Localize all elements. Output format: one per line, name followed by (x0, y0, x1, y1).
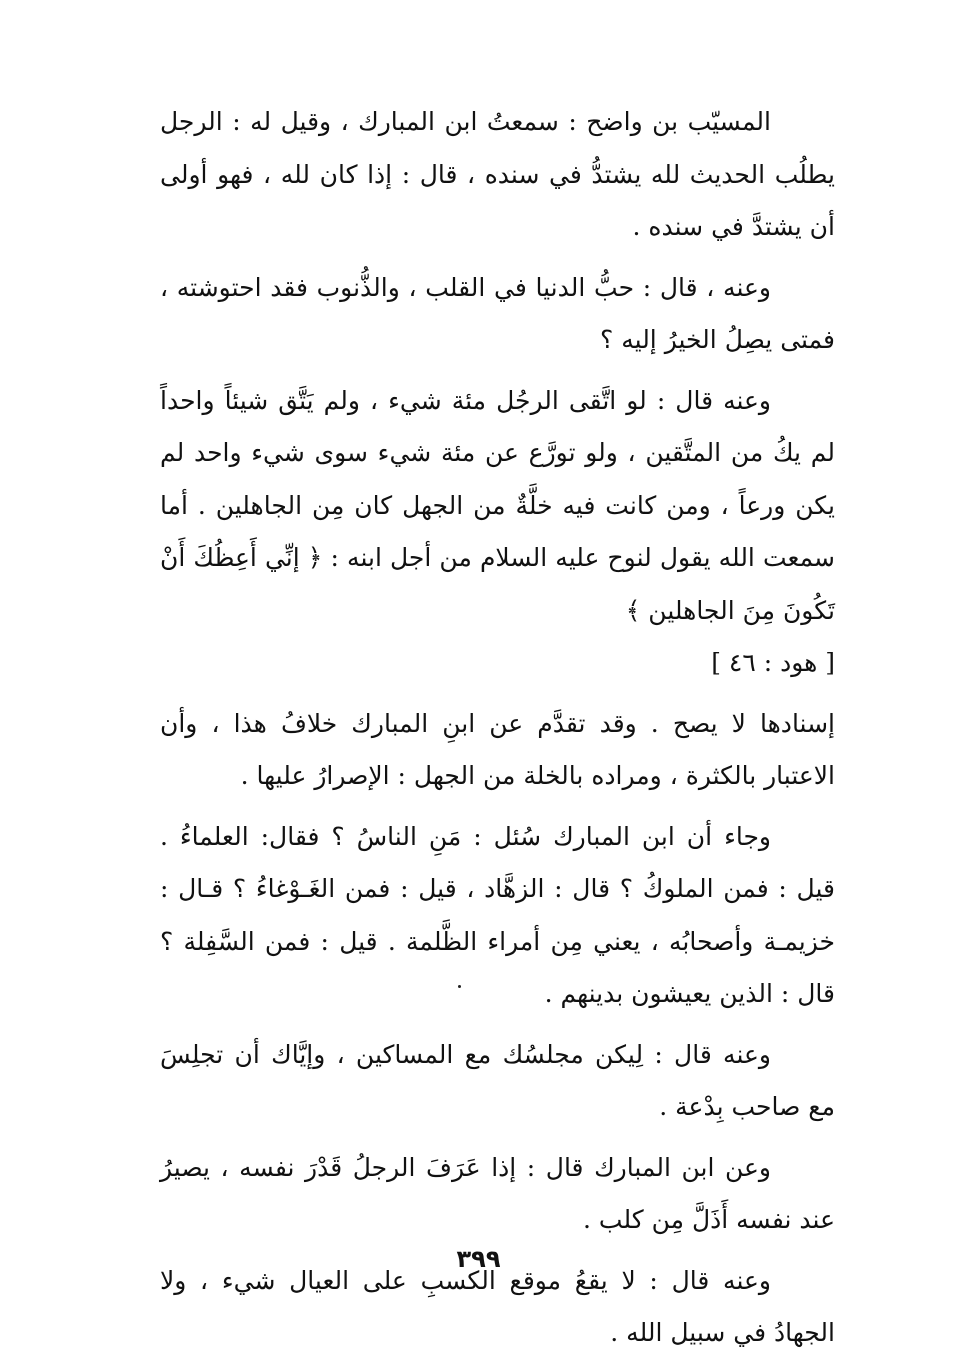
text-line: صاحب بِدْعة . (659, 1092, 801, 1121)
text-line: فمتى يصِلُ الخيرُ إليه ؟ (600, 325, 835, 354)
text-line: سبيل الله . (610, 1318, 726, 1347)
text-line: يطلُب الحديث لله يشتدُّ في سنده ، قال : إذا كان لله ، فهو أولى أن يشتدَّ (160, 159, 835, 241)
text-line: فمن الملوكُ ؟ قال : الزهَّاد ، قيل : فمن الغَـوْغاءُ ؟ قـال : خزيمـة (160, 874, 835, 956)
quran-citation: [ هود : ٤٦ ] (711, 648, 835, 677)
text-line: وعنه قال : لا يقعُ موقع الكسبِ على العيال شيء ، ولا الجهادُ في (160, 1265, 835, 1347)
text-line: وعنه ، قال : حبُّ الدنيا في القلب ، والذُّنوب فقد احتوشته ، (160, 272, 771, 302)
text-line: ومن كانت فيه خلَّةٌ من الجهل كان مِن الجاهلين . أما سمعت الله يقول (160, 490, 835, 572)
text-line: يعيشون بدينهم . (544, 979, 712, 1008)
text-line: نفسه أَذَلَّ مِن كلب . (583, 1205, 792, 1234)
text-line: من المتَّقين ، ولو تورَّع عن مئة شيء سوى شيء واحد لم يكن ورعاً ، (160, 438, 835, 520)
ink-speck (458, 985, 461, 988)
text-line: وعن ابن المبارك قال : إذا عَرَفَ الرجلُ قَدْرَ نفسه ، يصيرُ عند (160, 1152, 835, 1234)
text-line: وعنه قال : لِيكن مجلسُك مع المساكين ، وإيَّاك أن تجلِسَ مع (160, 1039, 835, 1121)
text-line: المسيّب بن واضح : سمعتُ ابن المبارك ، وقيل له : الرجل (160, 107, 771, 136)
text-line: في سنده . (632, 212, 744, 241)
text-line: إسنادها لا يصح . وقد تقدَّم عن ابنِ المبارك خلافُ هذا ، وأن (160, 708, 835, 738)
text-line: وجاء أن ابن المبارك سُئل : مَنِ الناسُ ؟ فقال: العلماءُ . قيل : (160, 821, 835, 903)
paragraph (160, 1029, 835, 1134)
paragraph (160, 811, 835, 1021)
text-line: وأصحابُه ، يعني مِن أمراء الظَّلمة . قيل : فمن السَّفِلة ؟ قال : الذين (160, 926, 835, 1008)
page-number: ٣٩٩ (456, 1245, 501, 1273)
paragraph (160, 96, 835, 254)
paragraph (160, 1142, 835, 1247)
text-line: لنوح عليه السلام من أجل ابنه : ﴿ إنِّي أَعِظُكَ أَنْ تَكُونَ مِنَ الجاهلين ﴾ (160, 543, 835, 625)
text-line: الاعتبار بالكثرة ، ومراده بالخلة من الجهل : الإصرارُ عليها . (240, 761, 835, 790)
paragraph (160, 698, 835, 803)
paragraph (160, 262, 835, 367)
paragraph (160, 375, 835, 690)
text-line: وعنه قال : لو اتَّقى الرجُل مئة شيء ، ولم يَتَّق شيئاً واحداً لم يكُ (160, 385, 835, 467)
body-text (160, 96, 835, 1368)
